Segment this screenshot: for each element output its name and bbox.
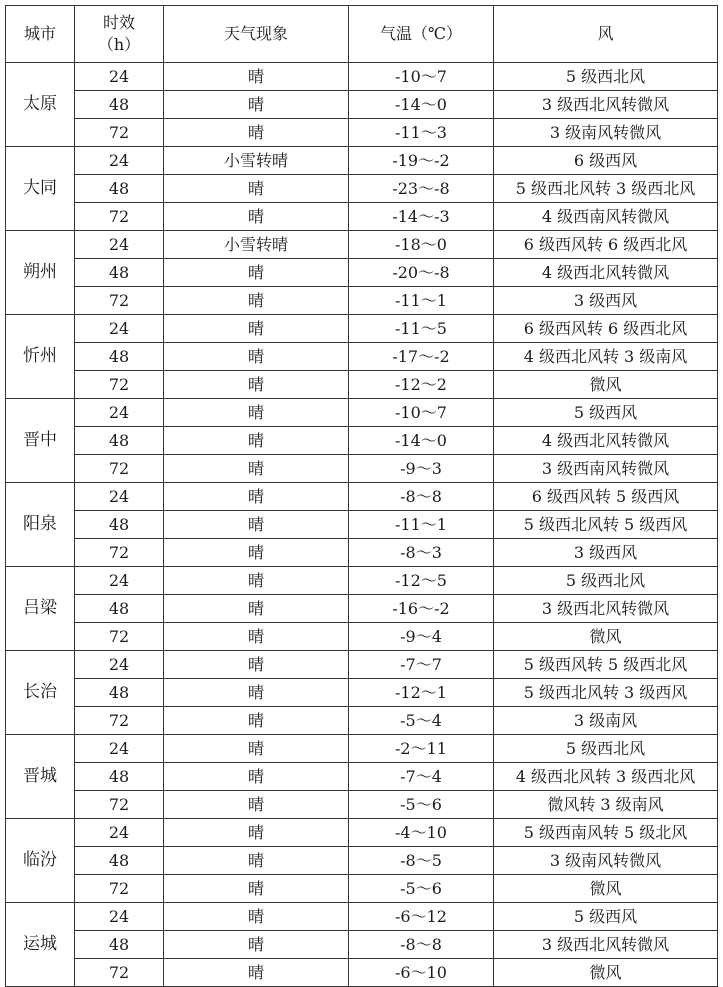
period-cell: 24 — [75, 735, 164, 763]
wind-cell: 3 级西北风转微风 — [494, 595, 718, 623]
weather-cell: 晴 — [164, 763, 349, 791]
period-cell: 24 — [75, 315, 164, 343]
wind-cell: 微风 — [494, 623, 718, 651]
table-row — [6, 399, 718, 427]
wind-cell: 3 级南风转微风 — [494, 119, 718, 147]
temperature-cell: -8～5 — [349, 847, 494, 875]
wind-cell: 5 级西北风转 3 级西风 — [494, 679, 718, 707]
weather-cell: 晴 — [164, 63, 349, 91]
temperature-cell: -16～-2 — [349, 595, 494, 623]
wind-cell: 5 级西南风转 5 级北风 — [494, 819, 718, 847]
period-cell: 48 — [75, 175, 164, 203]
city-name-cell: 晋城 — [6, 735, 75, 819]
header-period-label: 时效 — [102, 13, 135, 32]
temperature-cell: -9～3 — [349, 455, 494, 483]
forecast-table — [5, 5, 718, 987]
period-cell: 24 — [75, 819, 164, 847]
period-cell: 72 — [75, 287, 164, 315]
weather-cell: 晴 — [164, 287, 349, 315]
temperature-cell: -18～0 — [349, 231, 494, 259]
period-cell: 48 — [75, 511, 164, 539]
table-row — [6, 203, 718, 231]
period-cell: 24 — [75, 483, 164, 511]
table-row — [6, 231, 718, 259]
weather-cell: 晴 — [164, 315, 349, 343]
table-row — [6, 847, 718, 875]
weather-cell: 晴 — [164, 259, 349, 287]
temperature-cell: -10～7 — [349, 399, 494, 427]
period-cell: 48 — [75, 679, 164, 707]
header-wind: 风 — [494, 6, 718, 63]
temperature-cell: -8～8 — [349, 483, 494, 511]
temperature-cell: -5～6 — [349, 875, 494, 903]
temperature-cell: -12～1 — [349, 679, 494, 707]
weather-cell: 晴 — [164, 483, 349, 511]
wind-cell: 3 级西风 — [494, 539, 718, 567]
weather-cell: 晴 — [164, 343, 349, 371]
period-cell: 72 — [75, 623, 164, 651]
temperature-cell: -14～0 — [349, 427, 494, 455]
weather-cell: 晴 — [164, 203, 349, 231]
temperature-cell: -14～0 — [349, 91, 494, 119]
wind-cell: 6 级西风转 5 级西风 — [494, 483, 718, 511]
temperature-cell: -9～4 — [349, 623, 494, 651]
period-cell: 48 — [75, 763, 164, 791]
city-name-cell: 阳泉 — [6, 483, 75, 567]
wind-cell: 3 级南风 — [494, 707, 718, 735]
city-name-cell: 晋中 — [6, 399, 75, 483]
table-row — [6, 707, 718, 735]
table-row — [6, 483, 718, 511]
table-row — [6, 679, 718, 707]
table-row — [6, 427, 718, 455]
wind-cell: 5 级西北风 — [494, 63, 718, 91]
wind-cell: 3 级西北风转微风 — [494, 931, 718, 959]
temperature-cell: -8～3 — [349, 539, 494, 567]
table-row — [6, 819, 718, 847]
wind-cell: 5 级西风转 5 级西北风 — [494, 651, 718, 679]
table-row — [6, 791, 718, 819]
weather-cell: 晴 — [164, 175, 349, 203]
temperature-cell: -11～3 — [349, 119, 494, 147]
period-cell: 48 — [75, 91, 164, 119]
weather-cell: 晴 — [164, 539, 349, 567]
temperature-cell: -2～11 — [349, 735, 494, 763]
period-cell: 24 — [75, 651, 164, 679]
table-row — [6, 119, 718, 147]
wind-cell: 3 级西北风转微风 — [494, 91, 718, 119]
temperature-cell: -4～10 — [349, 819, 494, 847]
table-row — [6, 147, 718, 175]
table-row — [6, 623, 718, 651]
wind-cell: 4 级西北风转 3 级南风 — [494, 343, 718, 371]
weather-cell: 晴 — [164, 819, 349, 847]
temperature-cell: -5～4 — [349, 707, 494, 735]
period-cell: 72 — [75, 875, 164, 903]
temperature-cell: -6～12 — [349, 903, 494, 931]
city-name-cell: 运城 — [6, 903, 75, 987]
temperature-cell: -11～5 — [349, 315, 494, 343]
temperature-cell: -11～1 — [349, 511, 494, 539]
period-cell: 72 — [75, 203, 164, 231]
table-body — [6, 63, 718, 987]
wind-cell: 微风 — [494, 875, 718, 903]
temperature-cell: -12～5 — [349, 567, 494, 595]
temperature-cell: -5～6 — [349, 791, 494, 819]
temperature-cell: -7～4 — [349, 763, 494, 791]
temperature-cell: -19～-2 — [349, 147, 494, 175]
weather-cell: 晴 — [164, 567, 349, 595]
header-city: 城市 — [6, 6, 75, 63]
table-row — [6, 931, 718, 959]
table-row — [6, 903, 718, 931]
period-cell: 72 — [75, 791, 164, 819]
weather-cell: 小雪转晴 — [164, 147, 349, 175]
temperature-cell: -17～-2 — [349, 343, 494, 371]
wind-cell: 5 级西北风 — [494, 735, 718, 763]
weather-cell: 晴 — [164, 119, 349, 147]
temperature-cell: -14～-3 — [349, 203, 494, 231]
period-cell: 72 — [75, 371, 164, 399]
wind-cell: 6 级西风 — [494, 147, 718, 175]
period-cell: 48 — [75, 595, 164, 623]
city-name-cell: 太原 — [6, 63, 75, 147]
table-row — [6, 371, 718, 399]
period-cell: 72 — [75, 707, 164, 735]
wind-cell: 4 级西南风转微风 — [494, 203, 718, 231]
table-row — [6, 735, 718, 763]
header-row — [6, 6, 718, 63]
header-period — [75, 6, 164, 63]
wind-cell: 5 级西北风转 3 级西北风 — [494, 175, 718, 203]
weather-cell: 晴 — [164, 847, 349, 875]
city-name-cell: 临汾 — [6, 819, 75, 903]
weather-cell: 晴 — [164, 511, 349, 539]
table-row — [6, 511, 718, 539]
city-name-cell: 忻州 — [6, 315, 75, 399]
period-cell: 48 — [75, 427, 164, 455]
period-cell: 24 — [75, 567, 164, 595]
table-row — [6, 763, 718, 791]
weather-cell: 晴 — [164, 91, 349, 119]
wind-cell: 微风转 3 级南风 — [494, 791, 718, 819]
weather-cell: 小雪转晴 — [164, 231, 349, 259]
table-row — [6, 287, 718, 315]
table-row — [6, 651, 718, 679]
wind-cell: 3 级西风 — [494, 287, 718, 315]
wind-cell: 5 级西北风 — [494, 567, 718, 595]
table-header — [6, 6, 718, 63]
weather-cell: 晴 — [164, 735, 349, 763]
table-row — [6, 175, 718, 203]
temperature-cell: -11～1 — [349, 287, 494, 315]
table-row — [6, 63, 718, 91]
period-cell: 24 — [75, 903, 164, 931]
wind-cell: 微风 — [494, 959, 718, 987]
period-cell: 24 — [75, 63, 164, 91]
weather-cell: 晴 — [164, 875, 349, 903]
city-name-cell: 吕梁 — [6, 567, 75, 651]
wind-cell: 4 级西北风转微风 — [494, 259, 718, 287]
weather-cell: 晴 — [164, 903, 349, 931]
wind-cell: 微风 — [494, 371, 718, 399]
table-row — [6, 567, 718, 595]
weather-cell: 晴 — [164, 791, 349, 819]
weather-cell: 晴 — [164, 623, 349, 651]
period-cell: 24 — [75, 231, 164, 259]
wind-cell: 5 级西风 — [494, 903, 718, 931]
weather-cell: 晴 — [164, 959, 349, 987]
period-cell: 24 — [75, 147, 164, 175]
period-cell: 48 — [75, 259, 164, 287]
period-cell: 72 — [75, 119, 164, 147]
period-cell: 72 — [75, 959, 164, 987]
period-cell: 24 — [75, 399, 164, 427]
wind-cell: 3 级南风转微风 — [494, 847, 718, 875]
wind-cell: 4 级西北风转 3 级西北风 — [494, 763, 718, 791]
table-row — [6, 875, 718, 903]
wind-cell: 4 级西北风转微风 — [494, 427, 718, 455]
city-name-cell: 大同 — [6, 147, 75, 231]
weather-cell: 晴 — [164, 931, 349, 959]
wind-cell: 6 级西风转 6 级西北风 — [494, 315, 718, 343]
temperature-cell: -12～2 — [349, 371, 494, 399]
weather-cell: 晴 — [164, 371, 349, 399]
temperature-cell: -23～-8 — [349, 175, 494, 203]
header-temperature: 气温（℃） — [349, 6, 494, 63]
wind-cell: 6 级西风转 6 级西北风 — [494, 231, 718, 259]
table-row — [6, 595, 718, 623]
temperature-cell: -8～8 — [349, 931, 494, 959]
wind-cell: 3 级西南风转微风 — [494, 455, 718, 483]
table-row — [6, 455, 718, 483]
temperature-cell: -6～10 — [349, 959, 494, 987]
weather-cell: 晴 — [164, 399, 349, 427]
city-name-cell: 朔州 — [6, 231, 75, 315]
temperature-cell: -10～7 — [349, 63, 494, 91]
period-cell: 48 — [75, 847, 164, 875]
table-row — [6, 259, 718, 287]
temperature-cell: -20～-8 — [349, 259, 494, 287]
period-cell: 72 — [75, 539, 164, 567]
header-weather: 天气现象 — [164, 6, 349, 63]
period-cell: 48 — [75, 343, 164, 371]
table-row — [6, 959, 718, 987]
period-cell: 72 — [75, 455, 164, 483]
weather-cell: 晴 — [164, 595, 349, 623]
wind-cell: 5 级西风 — [494, 399, 718, 427]
table-row — [6, 315, 718, 343]
weather-cell: 晴 — [164, 679, 349, 707]
weather-cell: 晴 — [164, 651, 349, 679]
table-row — [6, 539, 718, 567]
table-row — [6, 343, 718, 371]
header-period-unit: （h） — [97, 35, 141, 54]
wind-cell: 5 级西北风转 5 级西风 — [494, 511, 718, 539]
city-name-cell: 长治 — [6, 651, 75, 735]
weather-cell: 晴 — [164, 455, 349, 483]
weather-cell: 晴 — [164, 427, 349, 455]
temperature-cell: -7～7 — [349, 651, 494, 679]
table-row — [6, 91, 718, 119]
period-cell: 48 — [75, 931, 164, 959]
weather-cell: 晴 — [164, 707, 349, 735]
